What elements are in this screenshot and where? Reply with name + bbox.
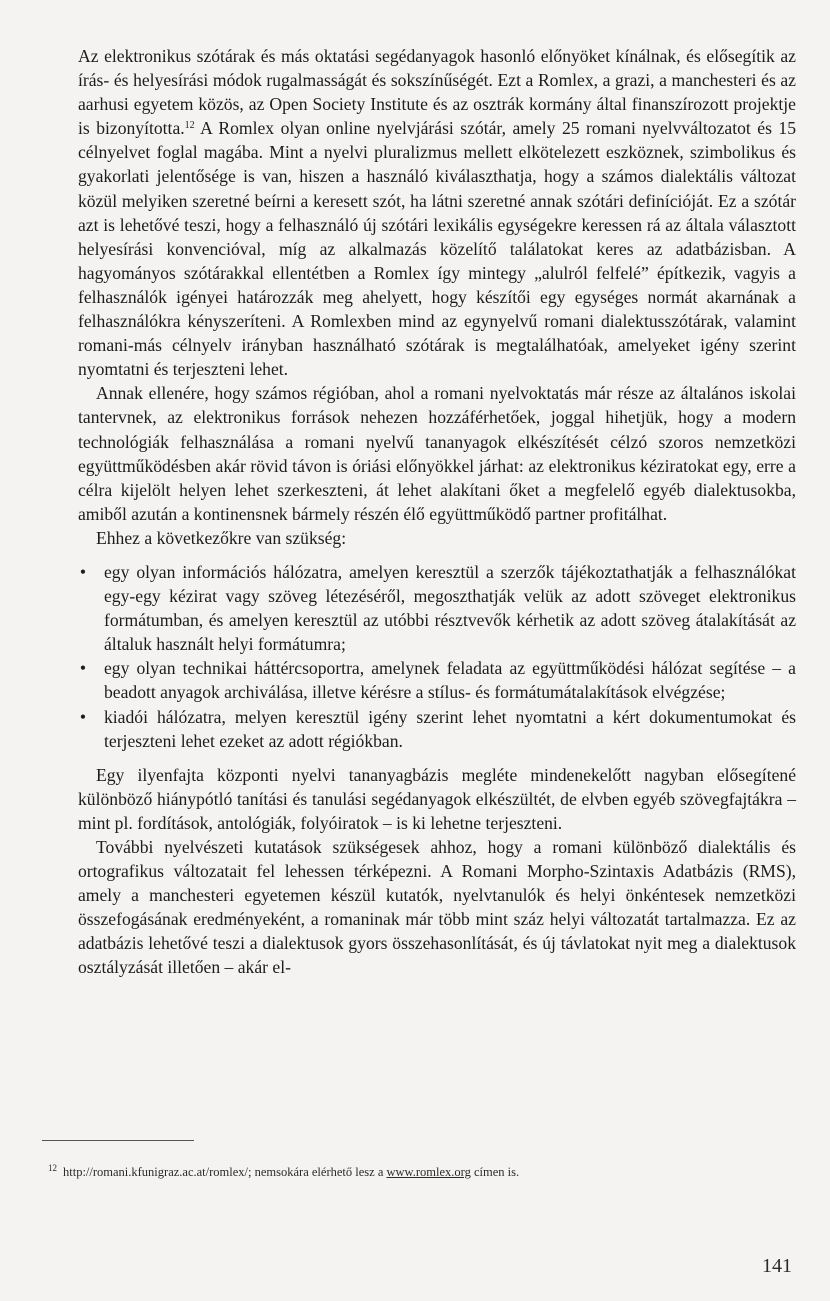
paragraph-1: Az elektronikus szótárak és más oktatási segédanyagok hasonló előnyöket kínálnak, és elősegítik az írás- és helyesírási módok rugalmasságát és sokszínűségét. Ezt a Romlex, a grazi, a manchesteri és az aarhusi egyetem közös, az Open Society Institute és az osztrák kormány által finanszírozott projektje is bizonyította.$^{12}$ A Romlex olyan online nyelvjárási szótár, amely 25 romani nyelvváltozatot és 15 célnyelvet foglal magába. Mint a nyelvi pluralizmus mellett elkötelezett eszköznek, szimbolikus és gyakorlati jelentősége is van, hiszen a használó kiválaszthatja, hogy a számos dialektális változat közül melyiken szeretné beírni a keresett szót, ha látni szeretné annak szótári definícióját. Ez a szótár azt is lehetővé teszi, hogy a felhasználó új szótári lexikális egységekre keressen rá az általa választott helyesírási konvencióval, míg az alkalmazás közelítő találatokat keres az adatbázisban. A hagyományos szótárakkal ellentétben a Romlex így mintegy „alulról felfelé” építkezik, vagyis a felhasználók igényei határozzák meg ahelyett, hogy készítői egy egységes normát akarnának a felhasználókra kényszeríteni. A Romlexben mind az egynyelvű romani dialektusszótárak, valamint romani-más célnyelv irányban használható szótárak is megtalálhatóak, amelyeket igény szerint nyomtatni és terjeszteni lehet. [78, 46, 796, 380]
list-item: • egy olyan információs hálózatra, amelyen keresztül a szerzők tájékoztathatják a felhasználókat egy-egy kézirat vagy szöveg létezéséről, megoszthatják velük az adott szöveget elektronikus formátumban, és amelyen keresztül az utóbbi résztvevők kérhetik az adott szöveg átalakítását az általuk használt helyi formátumra; [79, 561, 796, 655]
bullet-list [78, 560, 796, 753]
footnote-divider [42, 1140, 194, 1141]
paragraph-4: Egy ilyenfajta központi nyelvi tananyagbázis megléte mindenekelőtt nagyban elősegítené különböző hiánypótló tanítási és tanulási segédanyagok elkészültét, de elvben egyéb szövegfajtákra – mint pl. fordítások, antológiák, folyóiratok – is ki lehetne terjeszteni. [78, 764, 796, 833]
footnote: $^{12}$ http://romani.kfunigraz.ac.at/romlex/; nemsokára elérhető lesz a www.romlex.org címen is. [48, 1163, 520, 1179]
main-text [78, 44, 796, 980]
bullet-icon: • [79, 658, 87, 679]
footnote-number: 12 [48, 1163, 57, 1173]
paragraph-5: További nyelvészeti kutatások szükségesek ahhoz, hogy a romani különböző dialektális és ortografikus változatait fel lehessen térképezni. A Romani Morpho-Szintaxis Adatbázis (RMS), amely a manchesteri egyetemen készül kutatók, nyelvtanulók és helyi önkéntesek nemzetközi összefogásának eredményeként, a romaninak már több mint száz helyi változatát tartalmazza. Ez az adatbázis lehetővé teszi a dialektusok gyors összehasonlítását, és új távlatokat nyit meg a dialektusok osztályzását illetően – akár el- [78, 837, 796, 978]
bullet-icon: • [79, 706, 87, 727]
list-item: • kiadói hálózatra, melyen keresztül igény szerint lehet nyomtatni a kért dokumentumokat és terjeszteni lehet ezeket az adott régiókban. [79, 706, 796, 751]
page-number: 141 [762, 1255, 792, 1277]
footnote-url[interactable]: http://romani.kfunigraz.ac.at/romlex/ [63, 1165, 249, 1179]
paragraph-2: Annak ellenére, hogy számos régióban, ahol a romani nyelvoktatás már része az általános iskolai tantervnek, az elektronikus források nehezen hozzáférhetőek, joggal hihetjük, hogy a modern technológiák felhasználása a romani nyelvű tananyagok elkészítését célzó szoros nemzetközi együttműködésben akár rövid távon is óriási előnyökkel járhat: az elektronikus kéziratokat egy, erre a célra kijelölt helyen lehet szerkeszteni, át lehet alakítani őket a megfelelő egyéb dialektusokba, amiből azután a kontinensnek bármely részén élő együttműködő partner profitálhat. [78, 383, 796, 524]
footnote-reference[interactable]: 12 [184, 120, 195, 132]
bullet-icon: • [79, 561, 87, 582]
paragraph-3: Ehhez a következőkre van szükség: [96, 527, 347, 548]
footnote-link[interactable]: www.romlex.org [386, 1165, 471, 1179]
list-item: • egy olyan technikai háttércsoportra, amelynek feladata az együttműködési hálózat segítése – a beadott anyagok archiválása, illetve kérésre a stílus- és formátumátalakítások elvégzése; [79, 658, 796, 703]
